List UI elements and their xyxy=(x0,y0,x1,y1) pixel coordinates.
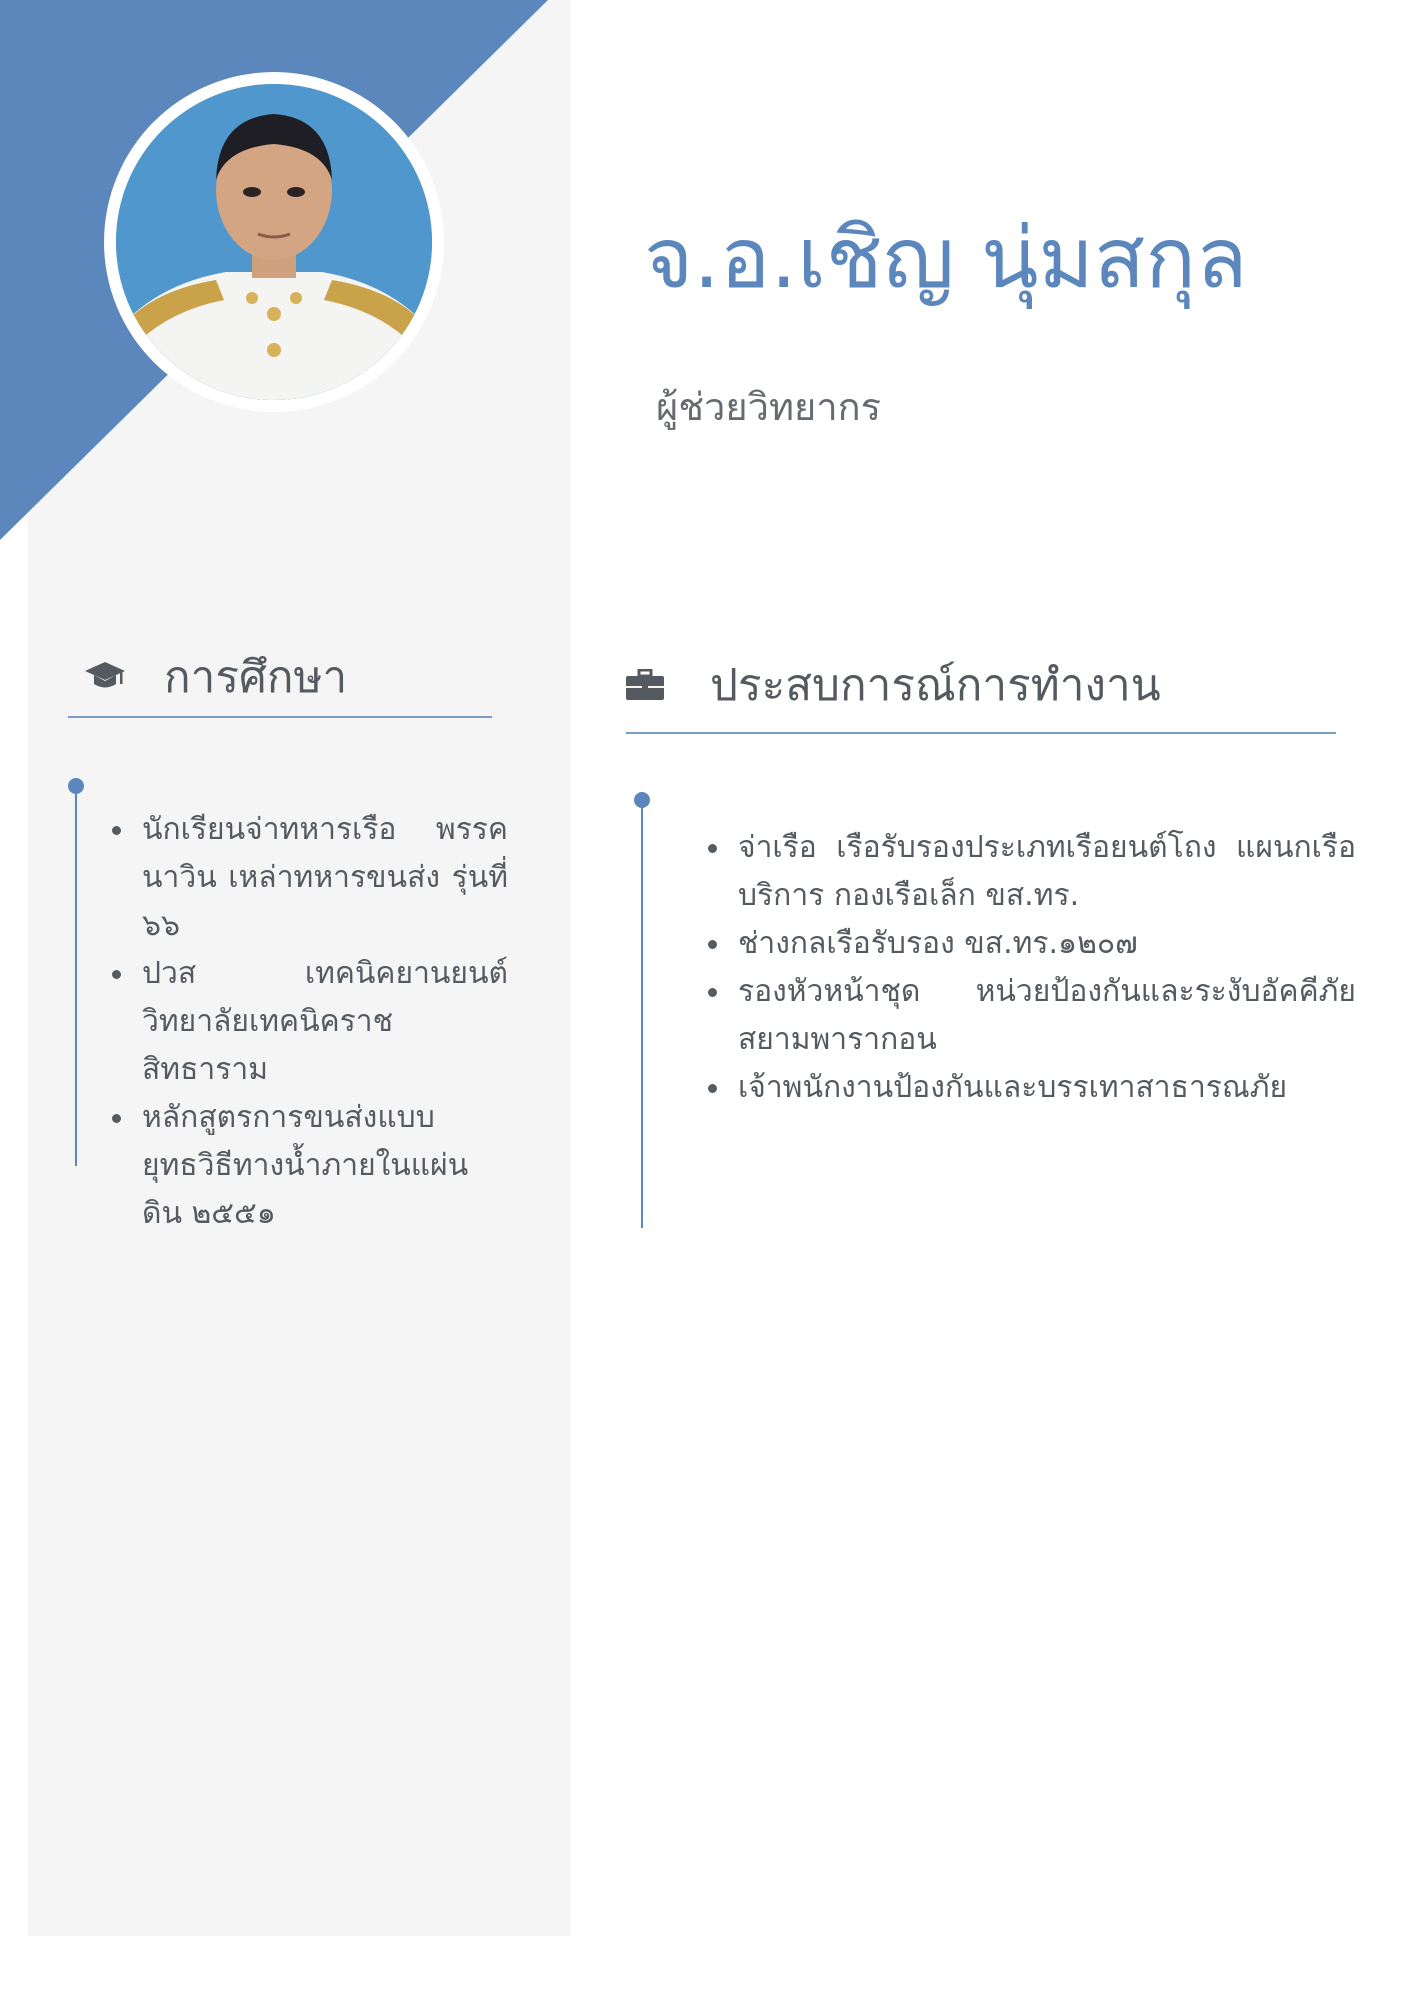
bullet-dot xyxy=(112,970,121,979)
bullet-dot xyxy=(112,826,121,835)
experience-item-text: จ่าเรือ เรือรับรองประเภทเรือยนต์โถง แผนกเรือบริการ กองเรือเล็ก ขส.ทร. xyxy=(738,830,1356,913)
list-item xyxy=(142,1094,508,1238)
list-item xyxy=(142,806,508,950)
experience-title: ประสบการณ์การทำงาน xyxy=(710,660,1161,711)
profile-photo xyxy=(116,84,432,400)
briefcase-icon xyxy=(622,662,668,708)
experience-timeline-line xyxy=(641,800,643,1228)
experience-list xyxy=(738,824,1356,1112)
education-section-header xyxy=(82,642,347,712)
list-item xyxy=(738,968,1356,1064)
list-item xyxy=(738,920,1356,968)
education-title: การศึกษา xyxy=(164,652,348,703)
list-item xyxy=(738,824,1356,920)
bullet-dot xyxy=(708,1084,717,1093)
education-item-text: หลักสูตรการขนส่งแบบยุทธวิธีทางน้ำภายในแผ่นดิน ๒๕๕๑ xyxy=(142,1100,469,1231)
profile-photo-frame xyxy=(104,72,444,412)
experience-divider xyxy=(626,732,1336,734)
experience-item-text: รองหัวหน้าชุด หน่วยป้องกันและระงับอัคคีภัยสยามพารากอน xyxy=(738,974,1356,1057)
education-item-text: ปวส เทคนิคยานยนต์ วิทยาลัยเทคนิคราชสิทธาราม xyxy=(142,956,508,1087)
experience-section-header xyxy=(622,650,1161,720)
person-role: ผู้ช่วยวิทยากร xyxy=(656,385,882,429)
bullet-dot xyxy=(708,988,717,997)
education-timeline-line xyxy=(75,786,77,1166)
education-item-text: นักเรียนจ่าทหารเรือ พรรคนาวิน เหล่าทหารขนส่ง รุ่นที่ ๖๖ xyxy=(142,812,508,943)
bullet-dot xyxy=(112,1114,121,1123)
graduation-cap-icon xyxy=(82,654,128,700)
person-name: จ.อ.เชิญ นุ่มสกุล xyxy=(644,209,1248,307)
list-item xyxy=(738,1064,1356,1112)
education-divider xyxy=(68,716,492,718)
experience-item-text: เจ้าพนักงานป้องกันและบรรเทาสาธารณภัย xyxy=(738,1070,1288,1105)
experience-item-text: ช่างกลเรือรับรอง ขส.ทร.๑๒๐๗ xyxy=(738,926,1138,961)
list-item xyxy=(142,950,508,1094)
education-list xyxy=(142,806,508,1238)
education-timeline-dot xyxy=(68,778,84,794)
experience-timeline-dot xyxy=(634,792,650,808)
bullet-dot xyxy=(708,844,717,853)
bullet-dot xyxy=(708,940,717,949)
